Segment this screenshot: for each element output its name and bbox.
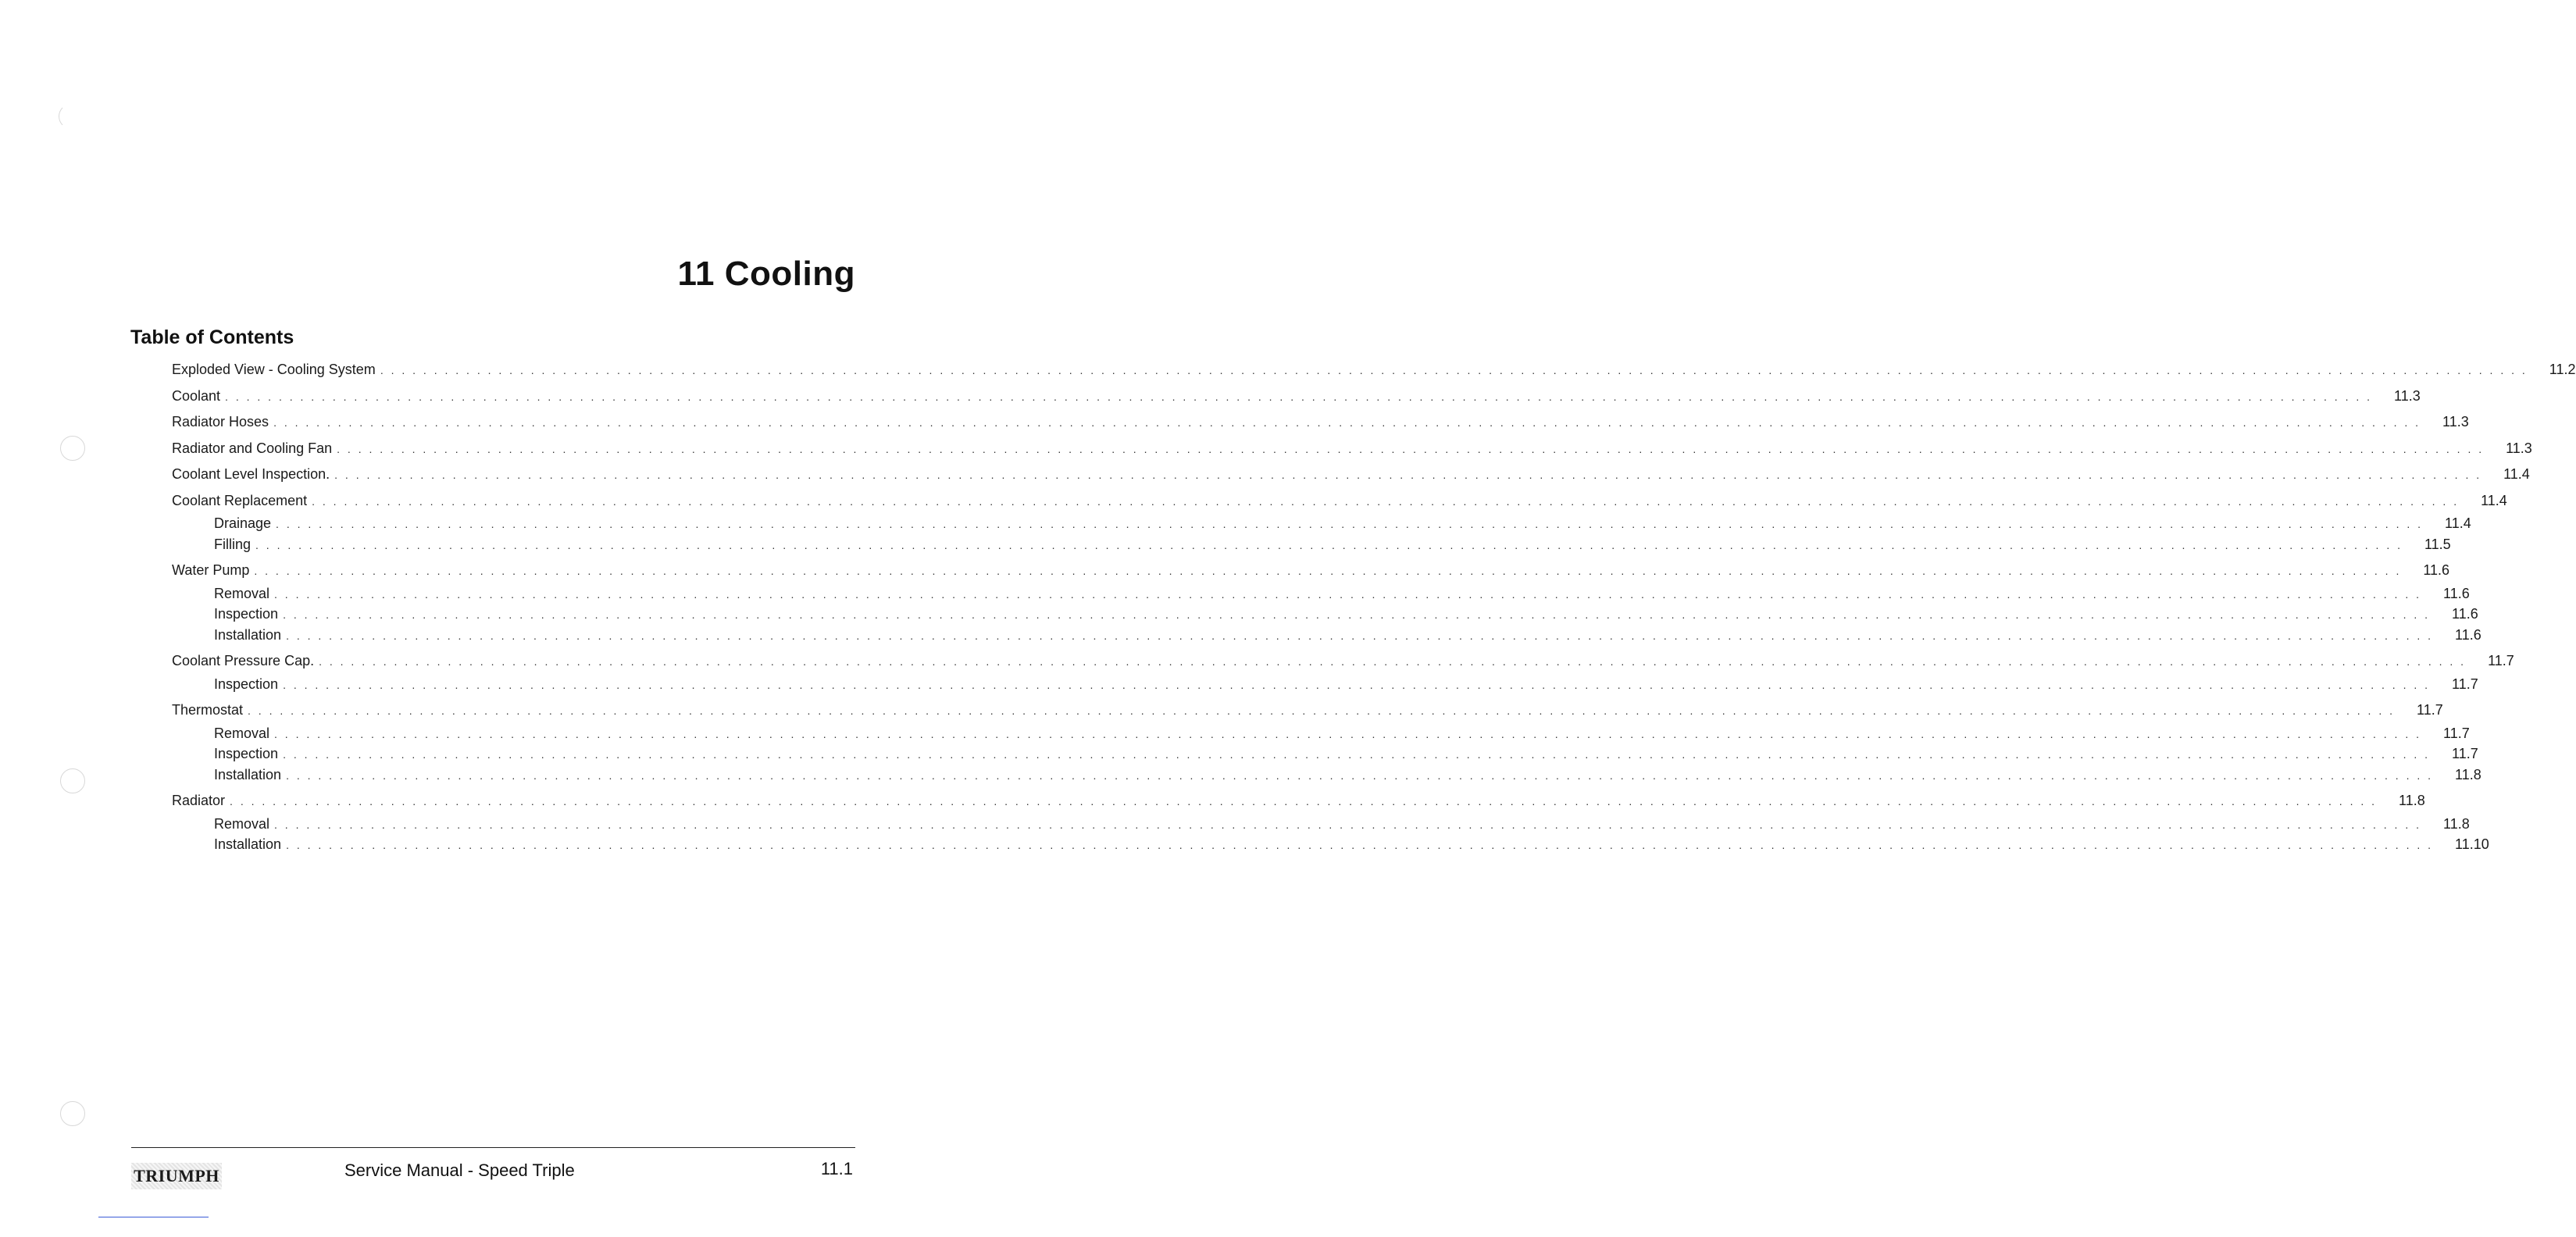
toc-entry-label: Installation: [214, 627, 282, 643]
toc-entry-page: 11.4: [2445, 515, 2471, 531]
logo-text: TRIUMPH: [134, 1166, 219, 1185]
toc-entry-page: 11.8: [2443, 816, 2470, 832]
toc-entry[interactable]: [214, 816, 2470, 835]
punch-hole: [59, 104, 84, 129]
toc-entry[interactable]: [214, 676, 2478, 695]
dot-leader: . . . . . . . . . . . . . . . . . . . . . . . . . . . . . . . . . . . . . . . . . . . . . . . . . . . . . . . . . . . . . . . . . . . . . . . . . . . . . . . . . . . . . . . . . . . . . . . . . . . . . . . . . . . . . . . . . . . . . . . . . . . . . . . . . . . . . . . . . . . . . . . . . . . . . . . . . . . . . . . . . . . . . . . . . . . . . . . . . . . . . . . . . . . . . . . . . . . . . . . .: [276, 518, 2424, 530]
chapter-title: 11 Cooling: [677, 255, 855, 293]
toc-entry[interactable]: [172, 362, 2576, 380]
toc-entry-page: 11.7: [2452, 746, 2478, 761]
toc-entry-page: 11.8: [2455, 767, 2481, 782]
dot-leader: . . . . . . . . . . . . . . . . . . . . . . . . . . . . . . . . . . . . . . . . . . . . . . . . . . . . . . . . . . . . . . . . . . . . . . . . . . . . . . . . . . . . . . . . . . . . . . . . . . . . . . . . . . . . . . . . . . . . . . . . . . . . . . . . . . . . . . . . . . . . . . . . . . . . . . . . . . . . . . . . . . . . . . . . . . . . . . . . . . . . . . . . . . . . . . . . . . . . . . . .: [319, 655, 2467, 668]
dot-leader: . . . . . . . . . . . . . . . . . . . . . . . . . . . . . . . . . . . . . . . . . . . . . . . . . . . . . . . . . . . . . . . . . . . . . . . . . . . . . . . . . . . . . . . . . . . . . . . . . . . . . . . . . . . . . . . . . . . . . . . . . . . . . . . . . . . . . . . . . . . . . . . . . . . . . . . . . . . . . . . . . . . . . . . . . . . . . . . . . . . . . . . . . . . . . . . . . . . . . . . .: [255, 539, 2403, 551]
toc-entry[interactable]: [172, 466, 2530, 485]
toc-entry-label: Exploded View - Cooling System: [172, 362, 376, 377]
toc-entry-label: Water Pump: [172, 562, 250, 578]
toc-entry[interactable]: [214, 767, 2481, 786]
toc-entry-label: Removal: [214, 586, 270, 601]
toc-entry[interactable]: [214, 515, 2471, 534]
dot-leader: . . . . . . . . . . . . . . . . . . . . . . . . . . . . . . . . . . . . . . . . . . . . . . . . . . . . . . . . . . . . . . . . . . . . . . . . . . . . . . . . . . . . . . . . . . . . . . . . . . . . . . . . . . . . . . . . . . . . . . . . . . . . . . . . . . . . . . . . . . . . . . . . . . . . . . . . . . . . . . . . . . . . . . . . . . . . . . . . . . . . . . . . . . . . . . . . . . . . . . . .: [254, 565, 2402, 577]
dot-leader: . . . . . . . . . . . . . . . . . . . . . . . . . . . . . . . . . . . . . . . . . . . . . . . . . . . . . . . . . . . . . . . . . . . . . . . . . . . . . . . . . . . . . . . . . . . . . . . . . . . . . . . . . . . . . . . . . . . . . . . . . . . . . . . . . . . . . . . . . . . . . . . . . . . . . . . . . . . . . . . . . . . . . . . . . . . . . . . . . . . . . . . . . . . . . . . . . . . . . . . .: [274, 818, 2422, 831]
punch-hole: [60, 768, 85, 793]
toc-entry-label: Coolant: [172, 388, 221, 404]
toc-entry-page: 11.3: [2442, 414, 2469, 430]
toc-entry-label: Thermostat: [172, 702, 244, 718]
toc-entry-label: Radiator and Cooling Fan: [172, 440, 333, 456]
toc-entry[interactable]: [214, 586, 2470, 604]
toc-entry[interactable]: [214, 627, 2481, 646]
triumph-logo: [131, 1163, 222, 1189]
toc-entry[interactable]: [172, 653, 2514, 672]
dot-leader: . . . . . . . . . . . . . . . . . . . . . . . . . . . . . . . . . . . . . . . . . . . . . . . . . . . . . . . . . . . . . . . . . . . . . . . . . . . . . . . . . . . . . . . . . . . . . . . . . . . . . . . . . . . . . . . . . . . . . . . . . . . . . . . . . . . . . . . . . . . . . . . . . . . . . . . . . . . . . . . . . . . . . . . . . . . . . . . . . . . . . . . . . . . . . . . . . . . . . . . .: [273, 416, 2421, 429]
dot-leader: . . . . . . . . . . . . . . . . . . . . . . . . . . . . . . . . . . . . . . . . . . . . . . . . . . . . . . . . . . . . . . . . . . . . . . . . . . . . . . . . . . . . . . . . . . . . . . . . . . . . . . . . . . . . . . . . . . . . . . . . . . . . . . . . . . . . . . . . . . . . . . . . . . . . . . . . . . . . . . . . . . . . . . . . . . . . . . . . . . . . . . . . . . . . . . . . . . . . . . . .: [274, 728, 2422, 740]
toc-entry-page: 11.3: [2506, 440, 2532, 456]
toc-entry-page: 11.4: [2481, 493, 2507, 508]
toc-entry-page: 11.6: [2443, 586, 2470, 601]
dot-leader: . . . . . . . . . . . . . . . . . . . . . . . . . . . . . . . . . . . . . . . . . . . . . . . . . . . . . . . . . . . . . . . . . . . . . . . . . . . . . . . . . . . . . . . . . . . . . . . . . . . . . . . . . . . . . . . . . . . . . . . . . . . . . . . . . . . . . . . . . . . . . . . . . . . . . . . . . . . . . . . . . . . . . . . . . . . . . . . . . . . . . . . . . . . . . . . . . . . . . . . .: [274, 588, 2422, 601]
toc-entry-page: 11.7: [2452, 676, 2478, 692]
toc-entry-label: Installation: [214, 767, 282, 782]
toc-entry-page: 11.5: [2424, 537, 2451, 552]
toc-entry[interactable]: [214, 836, 2489, 855]
toc-entry-label: Coolant Replacement: [172, 493, 308, 508]
toc-entry[interactable]: [172, 562, 2450, 581]
toc-heading: Table of Contents: [130, 326, 294, 348]
toc-entry[interactable]: [214, 606, 2478, 625]
toc-entry-label: Drainage: [214, 515, 272, 531]
dot-leader: . . . . . . . . . . . . . . . . . . . . . . . . . . . . . . . . . . . . . . . . . . . . . . . . . . . . . . . . . . . . . . . . . . . . . . . . . . . . . . . . . . . . . . . . . . . . . . . . . . . . . . . . . . . . . . . . . . . . . . . . . . . . . . . . . . . . . . . . . . . . . . . . . . . . . . . . . . . . . . . . . . . . . . . . . . . . . . . . . . . . . . . . . . . . . . . . . . . . . . . .: [230, 795, 2378, 807]
toc-entry-label: Filling: [214, 537, 252, 552]
punch-hole: [60, 436, 85, 461]
dot-leader: . . . . . . . . . . . . . . . . . . . . . . . . . . . . . . . . . . . . . . . . . . . . . . . . . . . . . . . . . . . . . . . . . . . . . . . . . . . . . . . . . . . . . . . . . . . . . . . . . . . . . . . . . . . . . . . . . . . . . . . . . . . . . . . . . . . . . . . . . . . . . . . . . . . . . . . . . . . . . . . . . . . . . . . . . . . . . . . . . . . . . . . . . . . . . . . . . . . . . . . .: [286, 629, 2434, 642]
toc-entry[interactable]: [172, 793, 2425, 811]
toc-entry-label: Inspection: [214, 606, 279, 622]
dot-leader: . . . . . . . . . . . . . . . . . . . . . . . . . . . . . . . . . . . . . . . . . . . . . . . . . . . . . . . . . . . . . . . . . . . . . . . . . . . . . . . . . . . . . . . . . . . . . . . . . . . . . . . . . . . . . . . . . . . . . . . . . . . . . . . . . . . . . . . . . . . . . . . . . . . . . . . . . . . . . . . . . . . . . . . . . . . . . . . . . . . . . . . . . . . . . . . . . . . . . . . .: [380, 364, 2528, 376]
dot-leader: . . . . . . . . . . . . . . . . . . . . . . . . . . . . . . . . . . . . . . . . . . . . . . . . . . . . . . . . . . . . . . . . . . . . . . . . . . . . . . . . . . . . . . . . . . . . . . . . . . . . . . . . . . . . . . . . . . . . . . . . . . . . . . . . . . . . . . . . . . . . . . . . . . . . . . . . . . . . . . . . . . . . . . . . . . . . . . . . . . . . . . . . . . . . . . . . . . . . . . . .: [337, 443, 2485, 455]
toc-entry-page: 11.6: [2452, 606, 2478, 622]
dot-leader: . . . . . . . . . . . . . . . . . . . . . . . . . . . . . . . . . . . . . . . . . . . . . . . . . . . . . . . . . . . . . . . . . . . . . . . . . . . . . . . . . . . . . . . . . . . . . . . . . . . . . . . . . . . . . . . . . . . . . . . . . . . . . . . . . . . . . . . . . . . . . . . . . . . . . . . . . . . . . . . . . . . . . . . . . . . . . . . . . . . . . . . . . . . . . . . . . . . . . . . .: [248, 704, 2396, 717]
punch-hole: [60, 1101, 85, 1126]
toc-entry-page: 11.8: [2399, 793, 2425, 808]
toc-entry[interactable]: [172, 440, 2532, 459]
toc-entry[interactable]: [172, 493, 2507, 512]
toc-entry-page: 11.2: [2549, 362, 2576, 377]
toc-entry[interactable]: [214, 725, 2470, 744]
dot-leader: . . . . . . . . . . . . . . . . . . . . . . . . . . . . . . . . . . . . . . . . . . . . . . . . . . . . . . . . . . . . . . . . . . . . . . . . . . . . . . . . . . . . . . . . . . . . . . . . . . . . . . . . . . . . . . . . . . . . . . . . . . . . . . . . . . . . . . . . . . . . . . . . . . . . . . . . . . . . . . . . . . . . . . . . . . . . . . . . . . . . . . . . . . . . . . . . . . . . . . . .: [286, 769, 2434, 782]
dot-leader: . . . . . . . . . . . . . . . . . . . . . . . . . . . . . . . . . . . . . . . . . . . . . . . . . . . . . . . . . . . . . . . . . . . . . . . . . . . . . . . . . . . . . . . . . . . . . . . . . . . . . . . . . . . . . . . . . . . . . . . . . . . . . . . . . . . . . . . . . . . . . . . . . . . . . . . . . . . . . . . . . . . . . . . . . . . . . . . . . . . . . . . . . . . . . . . . . . . . . . . .: [283, 608, 2431, 621]
dot-leader: . . . . . . . . . . . . . . . . . . . . . . . . . . . . . . . . . . . . . . . . . . . . . . . . . . . . . . . . . . . . . . . . . . . . . . . . . . . . . . . . . . . . . . . . . . . . . . . . . . . . . . . . . . . . . . . . . . . . . . . . . . . . . . . . . . . . . . . . . . . . . . . . . . . . . . . . . . . . . . . . . . . . . . . . . . . . . . . . . . . . . . . . . . . . . . . . . . . . . . . .: [283, 748, 2431, 761]
toc-entry-label: Removal: [214, 816, 270, 832]
toc-entry[interactable]: [172, 388, 2421, 407]
toc-entry-label: Radiator Hoses: [172, 414, 269, 430]
toc-entry-page: 11.7: [2417, 702, 2443, 718]
dot-leader: . . . . . . . . . . . . . . . . . . . . . . . . . . . . . . . . . . . . . . . . . . . . . . . . . . . . . . . . . . . . . . . . . . . . . . . . . . . . . . . . . . . . . . . . . . . . . . . . . . . . . . . . . . . . . . . . . . . . . . . . . . . . . . . . . . . . . . . . . . . . . . . . . . . . . . . . . . . . . . . . . . . . . . . . . . . . . . . . . . . . . . . . . . . . . . . . . . . . . . . .: [225, 390, 2373, 403]
toc-entry-label: Coolant Level Inspection.: [172, 466, 330, 482]
toc-entry-label: Inspection: [214, 746, 279, 761]
toc-entry-label: Installation: [214, 836, 282, 852]
toc-entry-label: Radiator: [172, 793, 226, 808]
toc-entry-page: 11.4: [2503, 466, 2530, 482]
footer-rule: [131, 1147, 855, 1148]
footer-page-number: 11.1: [820, 1159, 853, 1178]
dot-leader: . . . . . . . . . . . . . . . . . . . . . . . . . . . . . . . . . . . . . . . . . . . . . . . . . . . . . . . . . . . . . . . . . . . . . . . . . . . . . . . . . . . . . . . . . . . . . . . . . . . . . . . . . . . . . . . . . . . . . . . . . . . . . . . . . . . . . . . . . . . . . . . . . . . . . . . . . . . . . . . . . . . . . . . . . . . . . . . . . . . . . . . . . . . . . . . . . . . . . . . .: [283, 679, 2431, 691]
toc-entry[interactable]: [172, 414, 2469, 433]
toc-entry-page: 11.6: [2423, 562, 2450, 578]
toc-entry-page: 11.6: [2455, 627, 2481, 643]
dot-leader: . . . . . . . . . . . . . . . . . . . . . . . . . . . . . . . . . . . . . . . . . . . . . . . . . . . . . . . . . . . . . . . . . . . . . . . . . . . . . . . . . . . . . . . . . . . . . . . . . . . . . . . . . . . . . . . . . . . . . . . . . . . . . . . . . . . . . . . . . . . . . . . . . . . . . . . . . . . . . . . . . . . . . . . . . . . . . . . . . . . . . . . . . . . . . . . . . . . . . . . .: [286, 839, 2434, 851]
dot-leader: . . . . . . . . . . . . . . . . . . . . . . . . . . . . . . . . . . . . . . . . . . . . . . . . . . . . . . . . . . . . . . . . . . . . . . . . . . . . . . . . . . . . . . . . . . . . . . . . . . . . . . . . . . . . . . . . . . . . . . . . . . . . . . . . . . . . . . . . . . . . . . . . . . . . . . . . . . . . . . . . . . . . . . . . . . . . . . . . . . . . . . . . . . . . . . . . . . . . . . . .: [312, 495, 2460, 508]
toc-entry-page: 11.7: [2443, 725, 2470, 741]
toc-entry-page: 11.7: [2488, 653, 2514, 668]
dot-leader: . . . . . . . . . . . . . . . . . . . . . . . . . . . . . . . . . . . . . . . . . . . . . . . . . . . . . . . . . . . . . . . . . . . . . . . . . . . . . . . . . . . . . . . . . . . . . . . . . . . . . . . . . . . . . . . . . . . . . . . . . . . . . . . . . . . . . . . . . . . . . . . . . . . . . . . . . . . . . . . . . . . . . . . . . . . . . . . . . . . . . . . . . . . . . . . . . . . . . . . .: [334, 469, 2482, 481]
footer-title: Service Manual - Speed Triple: [344, 1160, 575, 1180]
toc-entry[interactable]: [214, 746, 2478, 765]
toc-entry[interactable]: [214, 537, 2451, 555]
toc-entry[interactable]: [172, 702, 2443, 721]
toc-entry-page: 11.3: [2394, 388, 2421, 404]
toc-entry-label: Coolant Pressure Cap.: [172, 653, 315, 668]
toc-entry-label: Inspection: [214, 676, 279, 692]
toc-entry-label: Removal: [214, 725, 270, 741]
toc-entry-page: 11.10: [2455, 836, 2489, 852]
